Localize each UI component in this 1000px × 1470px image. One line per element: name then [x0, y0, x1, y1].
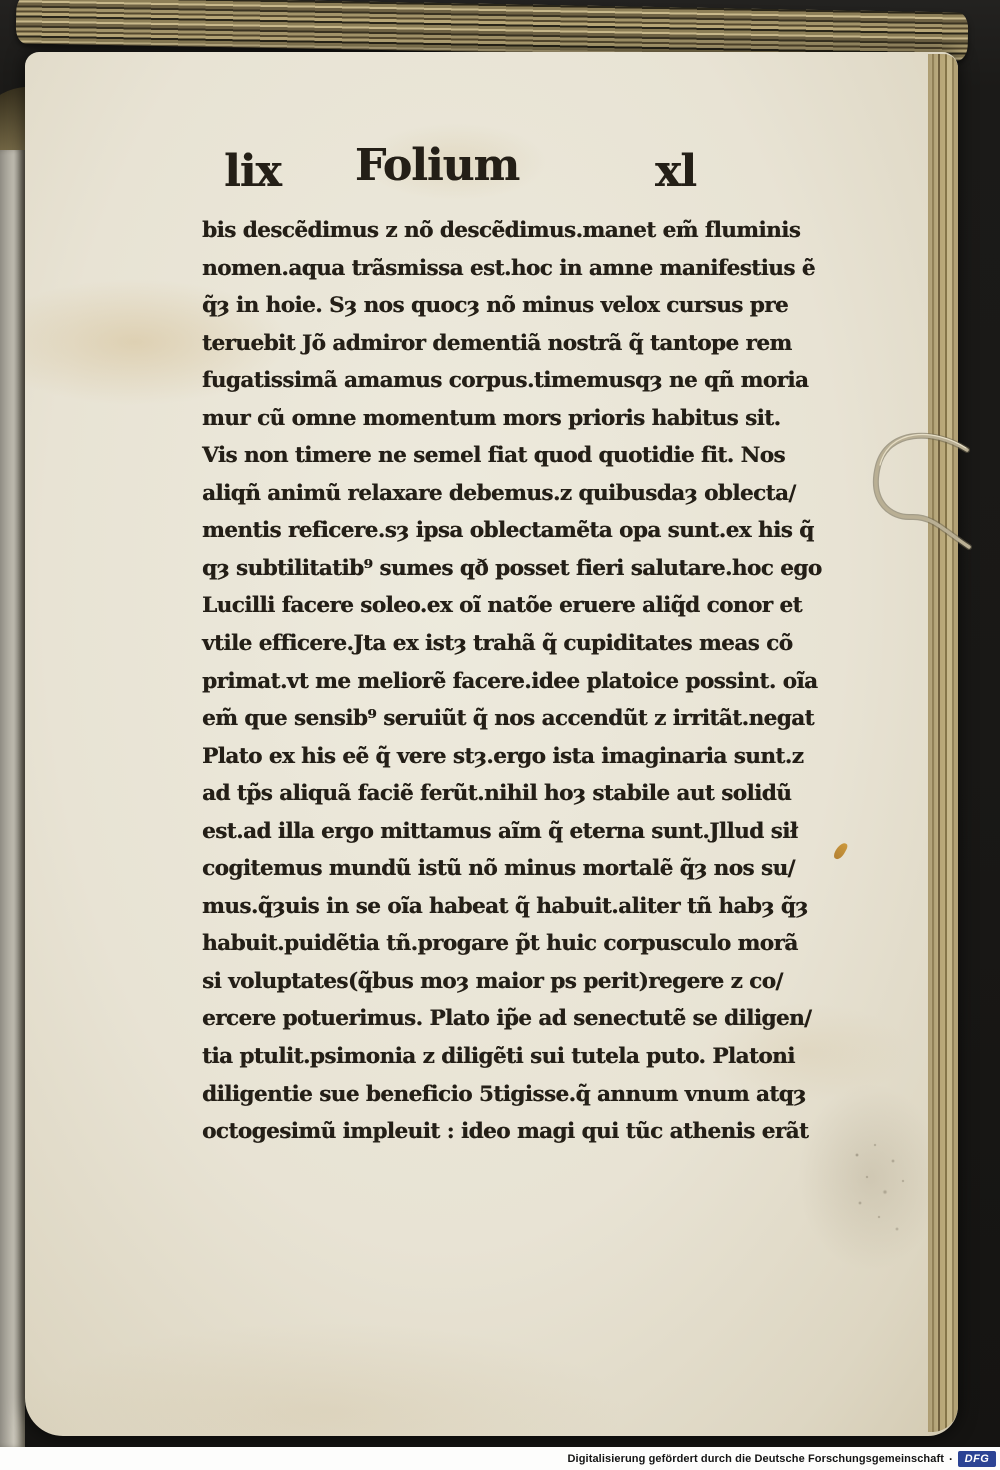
text-line: mus.q̃ȝuis in se oĩa habeat q̃ habuit.aliter tñ habȝ q̃ȝ — [202, 893, 808, 919]
text-line: aliqñ animũ relaxare debemus.z quibusdaȝ oblecta/ — [202, 480, 796, 506]
footer-bar — [0, 1447, 1000, 1470]
text-line: mentis reficere.sȝ ipsa oblectamẽta opa sunt.ex his q̃ — [202, 518, 814, 544]
digitization-credit: Digitalisierung gefördert durch die Deutsche Forschungsgemeinschaft — [567, 1452, 944, 1465]
dfg-logo: DFG — [958, 1451, 996, 1467]
text-line: nomen.aqua trãsmissa est.hoc in amne manifestius ẽ — [202, 255, 815, 281]
credit-separator: · — [949, 1451, 953, 1466]
text-line: teruebit Jõ admiror dementiã nostrã q̃ tantope rem — [202, 330, 792, 356]
text-line: Plato ex his eẽ q̃ vere stȝ.ergo ista imaginaria sunt.z — [202, 743, 804, 769]
text-line: octogesimũ impleuit : ideo magi qui tũc athenis erãt — [202, 1119, 809, 1145]
text-line: vtile efficere.Jta ex istȝ trahã q̃ cupiditates meas cõ — [202, 631, 793, 657]
header-folio-right: xl — [655, 146, 696, 197]
left-underlying-page-edge — [0, 150, 25, 1447]
running-header — [202, 140, 747, 204]
text-line: Vis non timere ne semel fiat quod quotidie fit. Nos — [202, 443, 785, 469]
text-line: q̃ȝ in hoie. Sȝ nos quocȝ nõ minus velox cursus pre — [202, 293, 789, 319]
text-line: Lucilli facere soleo.ex oĩ natõe eruere aliq̃d conor et — [202, 593, 802, 619]
text-line: primat.vt me meliorẽ facere.idee platoice possint. oĩa — [202, 668, 818, 694]
body-text-block — [202, 212, 822, 1151]
book-page — [25, 52, 958, 1436]
text-line: em̃ que sensib⁹ seruiũt q̃ nos accendũt z irritãt.negat — [202, 706, 814, 732]
amber-stain — [832, 841, 848, 861]
text-line: diligentie sue beneficio 5tigisse.q̃ annum vnum atqȝ — [202, 1081, 806, 1107]
text-line: qȝ subtilitatib⁹ sumes qð posset fieri salutare.hoc ego — [202, 555, 822, 581]
paper-clip-icon — [855, 418, 985, 558]
text-line: ad tp̃s aliquã faciẽ ferũt.nihil hoȝ stabile aut solidũ — [202, 781, 792, 807]
fore-edge-page-stack — [928, 54, 958, 1432]
text-line: si voluptates(q̃bus moȝ maior ps perit)regere z co/ — [202, 968, 783, 994]
text-line: est.ad illa ergo mittamus aĩm q̃ eterna sunt.Jllud sił — [202, 818, 798, 844]
text-line: tia ptulit.psimonia z diligẽti sui tutela puto. Platoni — [202, 1044, 795, 1070]
text-line: fugatissimã amamus corpus.timemusqȝ ne qñ moria — [202, 368, 809, 394]
ink-speckle-stain — [845, 1137, 925, 1247]
text-line: bis descẽdimus z nõ descẽdimus.manet em̃ fluminis — [202, 218, 801, 243]
text-line: mur cũ omne momentum mors prioris habitus sit. — [202, 405, 781, 431]
header-folio-left: lix — [224, 146, 281, 197]
header-title: Folium — [354, 140, 520, 191]
text-line: ercere potuerimus. Plato ip̃e ad senectutẽ se diligen/ — [202, 1006, 812, 1032]
text-line: cogitemus mundũ istũ nõ minus mortalẽ q̃ȝ nos su/ — [202, 856, 795, 882]
text-line: habuit.puidẽtia tñ.progare p̃t huic corpusculo morã — [202, 931, 798, 957]
